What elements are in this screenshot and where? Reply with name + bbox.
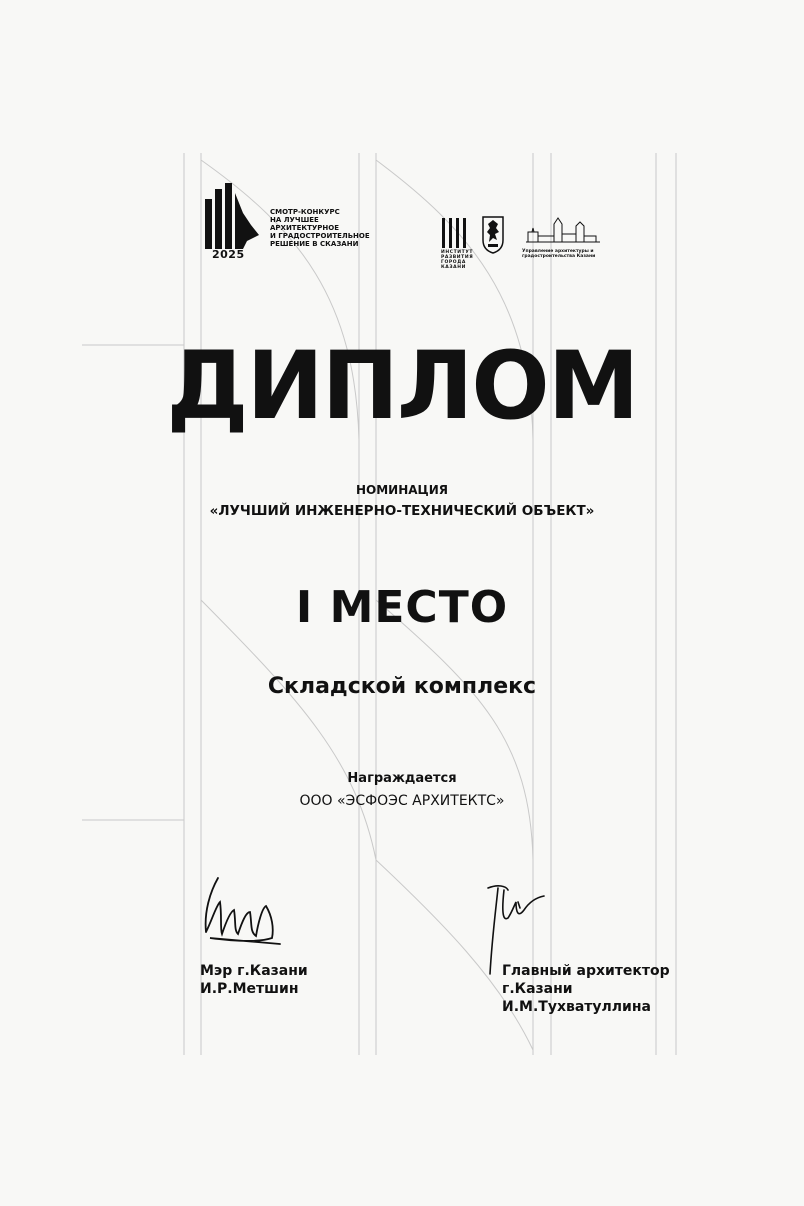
contest-name: СМОТР-КОНКУРС НА ЛУЧШЕЕ АРХИТЕКТУРНОЕ И ГРАДОСТРОИТЕЛЬНОЕ РЕШЕНИЕ В СКАЗАНИ (270, 208, 370, 248)
administration-name: Управление архитектуры и градостроительства Казани (522, 249, 596, 259)
nomination-value: «ЛУЧШИЙ ИНЖЕНЕРНО-ТЕХНИЧЕСКИЙ ОБЪЕКТ» (209, 503, 595, 519)
nomination-label: НОМИНАЦИЯ (356, 483, 448, 497)
diploma-title: ДИПЛОМ (166, 332, 638, 441)
object-name: Складской комплекс (267, 674, 537, 699)
mayor-signatory: Мэр г.Казани И.Р.Метшин (200, 963, 308, 997)
kazan-crest-icon (482, 216, 504, 254)
institute-logo-icon (441, 218, 471, 248)
place-award: I МЕСТО (295, 582, 509, 633)
kremlin-logo-icon (524, 216, 602, 246)
chief-architect-signatory: Главный архитектор г.Казани И.М.Тухватуллина (502, 963, 670, 1015)
institute-name: ИНСТИТУТ РАЗВИТИЯ ГОРОДА КАЗАНИ (441, 250, 474, 270)
awarded-organization: ООО «ЭСФОЭС АРХИТЕКТС» (299, 793, 505, 809)
mayor-signature (200, 872, 285, 952)
awarded-label: Награждается (347, 771, 457, 786)
contest-year: 2025 (212, 248, 245, 261)
